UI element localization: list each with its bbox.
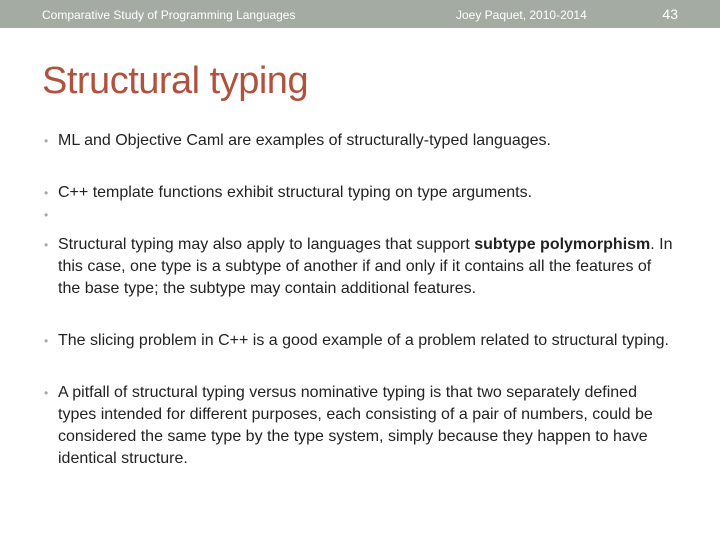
bullet-dot-icon: •	[44, 134, 49, 148]
bullet-text-part: Structural typing may also apply to languages that support	[58, 236, 475, 253]
bullet-text: ML and Objective Caml are examples of structurally-typed languages.	[58, 132, 551, 149]
bullet-item	[44, 330, 674, 352]
bullet-text: A pitfall of structural typing versus nominative typing is that two separately defined types intended for different purposes, each consisting of a pair of numbers, could be considered the same type by the type system, simply because they happen to have identical structure.	[58, 384, 653, 467]
bullet-dot-icon: •	[44, 386, 49, 400]
bullet-dot-icon: •	[44, 186, 49, 200]
bullet-item	[44, 204, 674, 234]
slide-header-bar	[0, 0, 720, 28]
slide-title: Structural typing	[42, 60, 309, 102]
bullet-dot-icon: •	[44, 238, 49, 252]
bullet-dot-icon: •	[44, 334, 49, 348]
bullet-text	[58, 236, 673, 297]
author-credit: Joey Paquet, 2010-2014	[456, 8, 587, 22]
bullet-item	[44, 130, 674, 152]
bullet-item	[44, 182, 674, 204]
bullet-text: C++ template functions exhibit structural typing on type arguments.	[58, 184, 533, 201]
bullet-bold-term: subtype polymorphism	[474, 236, 651, 253]
bullet-item	[44, 382, 674, 470]
bullet-item	[44, 234, 674, 300]
bullet-list	[44, 130, 674, 470]
bullet-text: The slicing problem in C++ is a good example of a problem related to structural typing.	[58, 332, 669, 349]
slide-number: 43	[662, 6, 678, 22]
course-title: Comparative Study of Programming Languages	[42, 8, 296, 22]
bullet-text-part: . In this case, one type is a subtype of another if and only if it contains all the features of the base type; the subtype may contain additional features.	[58, 236, 673, 297]
bullet-dot-icon: •	[44, 208, 49, 222]
